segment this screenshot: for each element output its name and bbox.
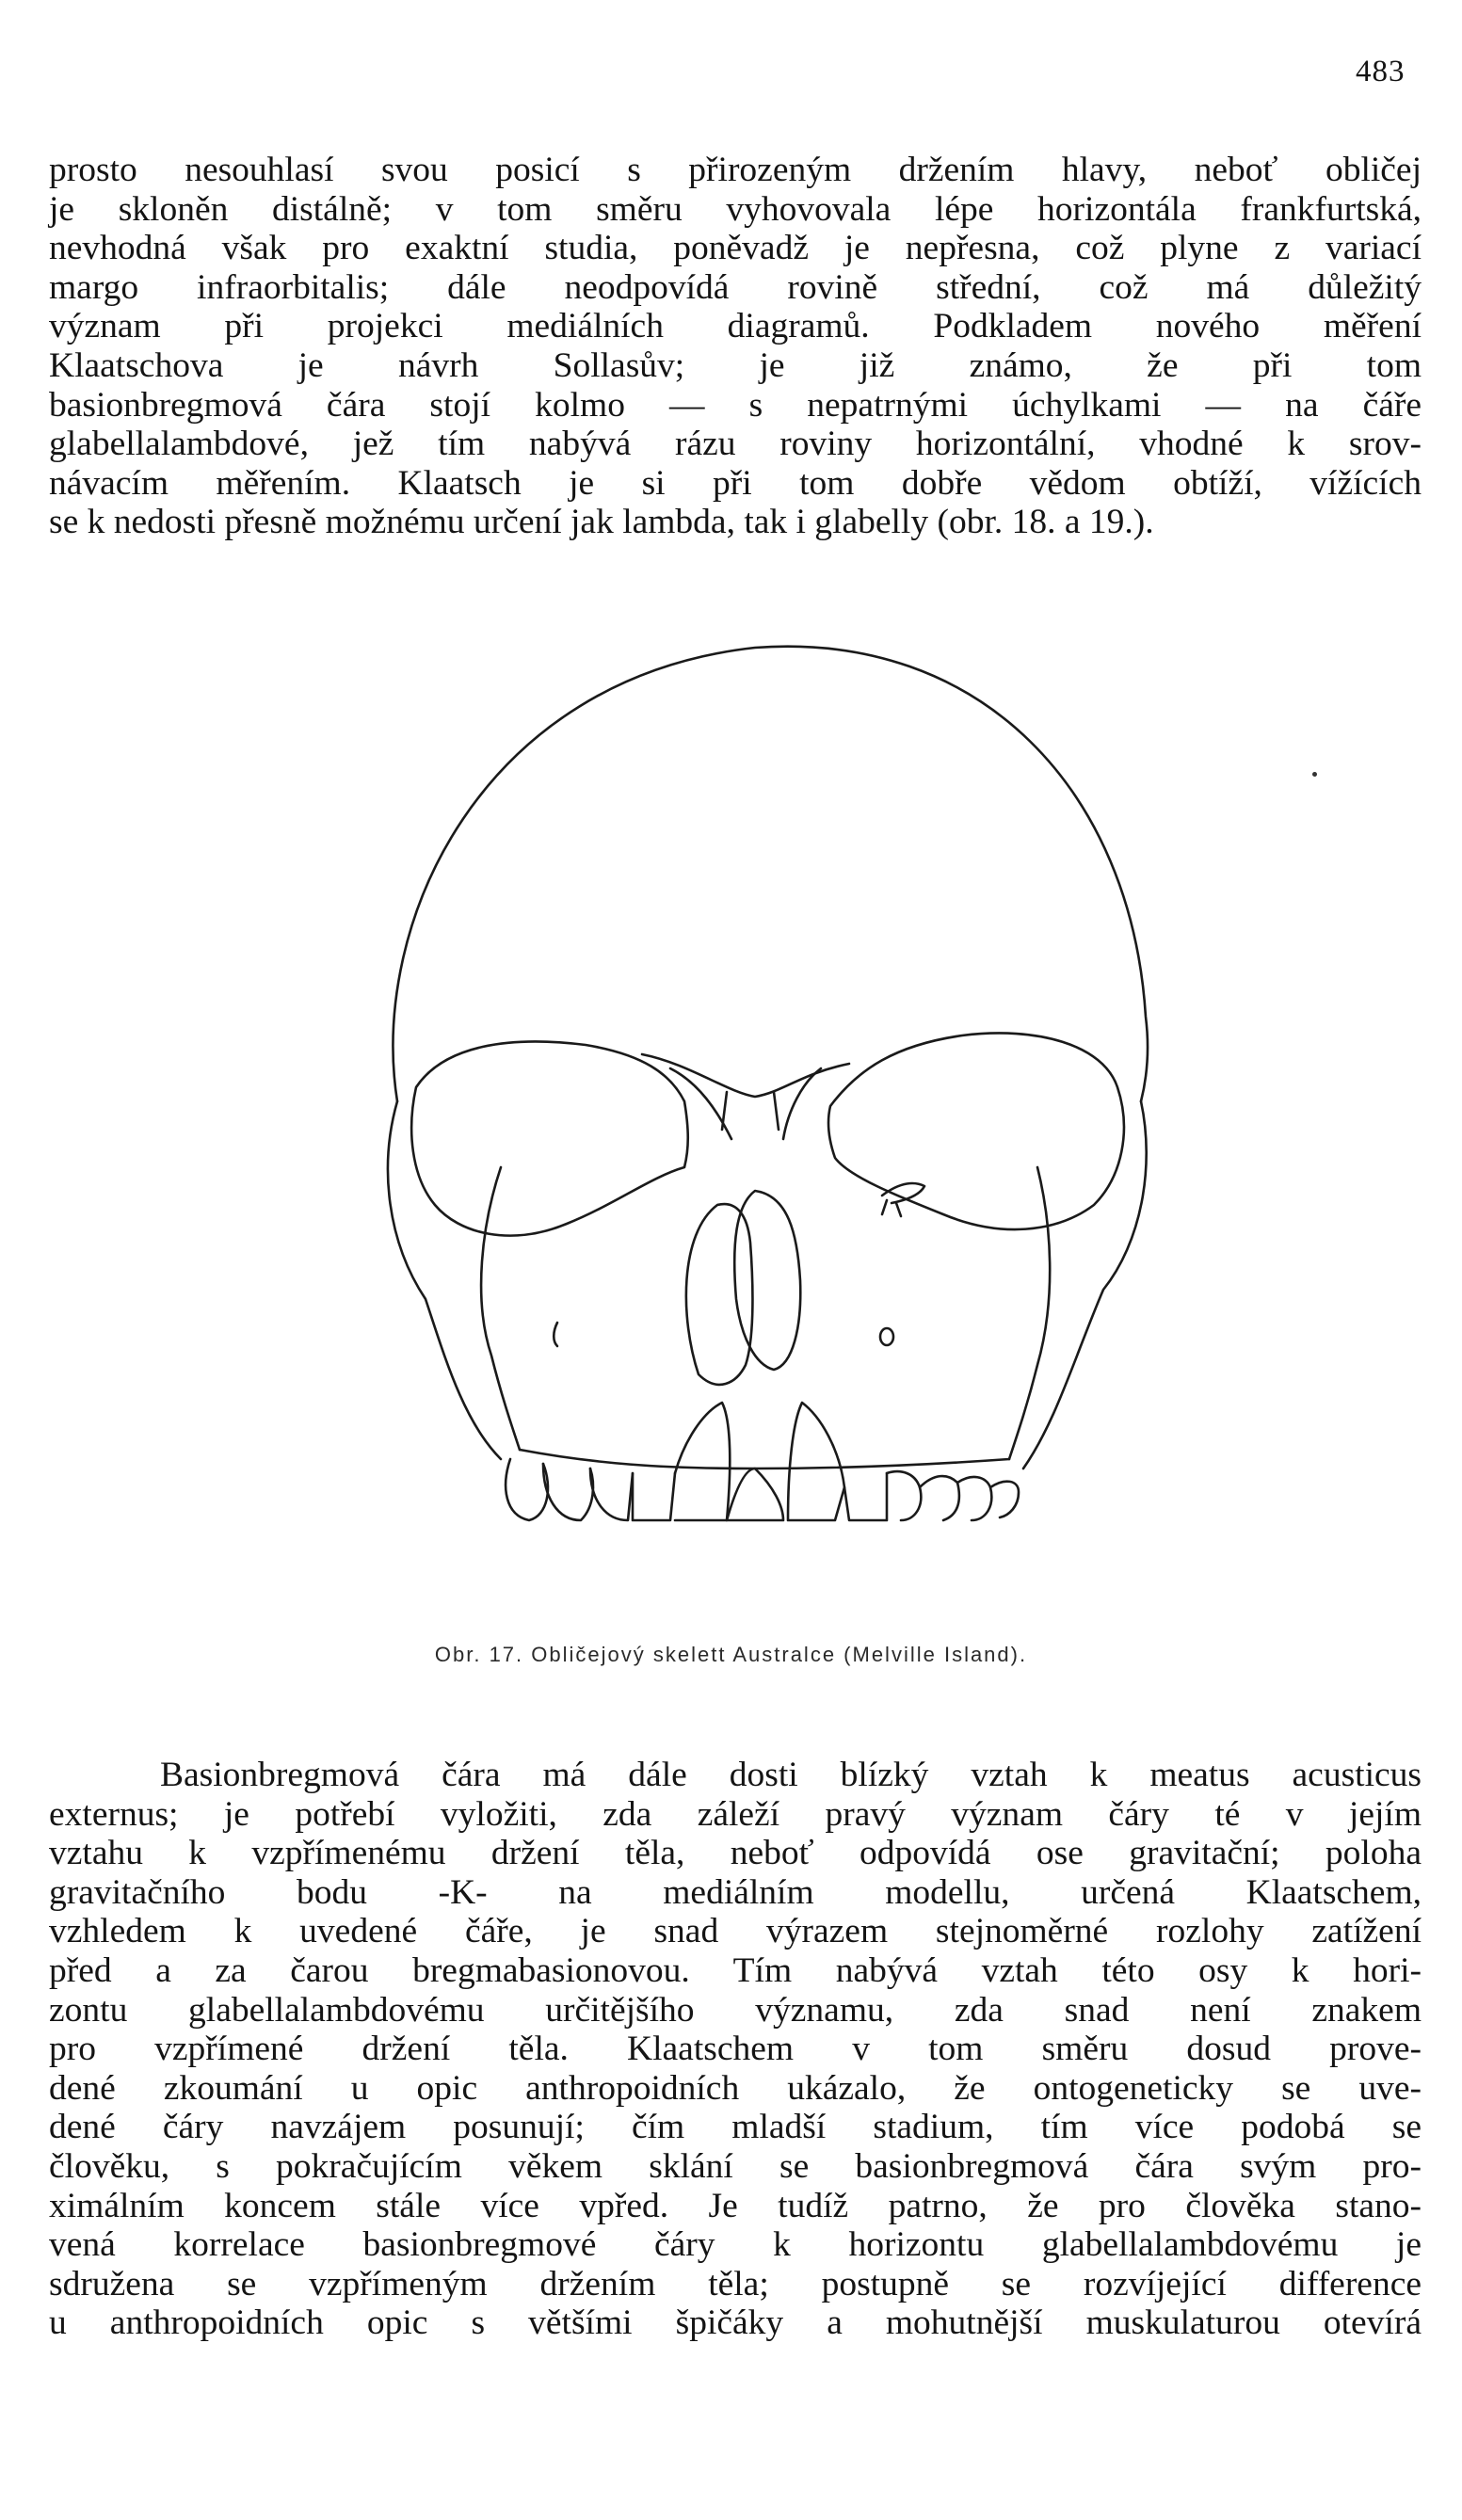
text-line: u anthropoidních opic s většími špičáky a mohutnější muskulaturou otevírá [49, 2303, 1422, 2343]
print-speck [1312, 772, 1317, 777]
text-line: ximálním koncem stále více vpřed. Je tudíž patrno, že pro člověka stano- [49, 2186, 1422, 2225]
text-line: význam při projekci mediálních diagramů. Podkladem nového měření [49, 307, 1422, 346]
text-line: margo infraorbitalis; dále neodpovídá rovině střední, což má důležitý [49, 267, 1422, 307]
skull-illustration [360, 640, 1160, 1614]
figure-caption: Obr. 17. Obličejový skelett Australce (Melville Island). [434, 1643, 1028, 1666]
text-line: gravitačního bodu -K- na mediálním modellu, určená Klaatschem, [49, 1872, 1422, 1912]
text-line: glabellalambdové, jež tím nabývá rázu roviny horizontální, vhodné k srov- [49, 425, 1422, 464]
paragraph-1 [49, 151, 1422, 542]
page-number: 483 [1356, 55, 1406, 88]
text-line: se k nedosti přesně možnému určení jak lambda, tak i glabelly (obr. 18. a 19.). [49, 503, 1154, 542]
text-line: člověku, s pokračujícím věkem sklání se basionbregmová čára svým pro- [49, 2146, 1422, 2186]
text-line: zontu glabellalambdovému určitějšího významu, zda snad není znakem [49, 1990, 1422, 2030]
text-line: vená korrelace basionbregmové čáry k horizontu glabellalambdovému je [49, 2225, 1422, 2265]
text-line: prosto nesouhlasí svou posicí s přirozeným držením hlavy, neboť obličej [49, 151, 1422, 189]
text-line: dené zkoumání u opic anthropoidních ukázalo, že ontogeneticky se uve- [49, 2068, 1422, 2108]
text-line: sdružena se vzpřímeným držením těla; postupně se rozvíjející difference [49, 2264, 1422, 2303]
text-line: dené čáry navzájem posunují; čím mladší stadium, tím více podobá se [49, 2108, 1422, 2147]
paragraph-2 [49, 1756, 1422, 2343]
text-line: externus; je potřebí vyložiti, zda záleží pravý význam čáry té v jejím [49, 1794, 1422, 1834]
text-line: Basionbregmová čára má dále dosti blízký vztah k meatus acusticus [160, 1756, 1422, 1794]
text-line: je skloněn distálně; v tom směru vyhovovala lépe horizontála frankfurtská, [49, 189, 1422, 229]
text-line: vztahu k vzpřímenému držení těla, neboť odpovídá ose gravitační; poloha [49, 1834, 1422, 1873]
text-line: před a za čarou bregmabasionovou. Tím nabývá vztah této osy k hori- [49, 1950, 1422, 1990]
text-line: návacím měřením. Klaatsch je si při tom dobře vědom obtíží, vížících [49, 463, 1422, 503]
text-line: Klaatschova je návrh Sollasův; je již známo, že při tom [49, 345, 1422, 385]
text-line: basionbregmová čára stojí kolmo — s nepatrnými úchylkami — na čáře [49, 385, 1422, 425]
text-line: nevhodná však pro exaktní studia, poněvadž je nepřesna, což plyne z variací [49, 229, 1422, 268]
text-line: vzhledem k uvedené čáře, je snad výrazem stejnoměrné rozlohy zatížení [49, 1912, 1422, 1951]
text-line: pro vzpřímené držení těla. Klaatschem v tom směru dosud prove- [49, 2030, 1422, 2069]
